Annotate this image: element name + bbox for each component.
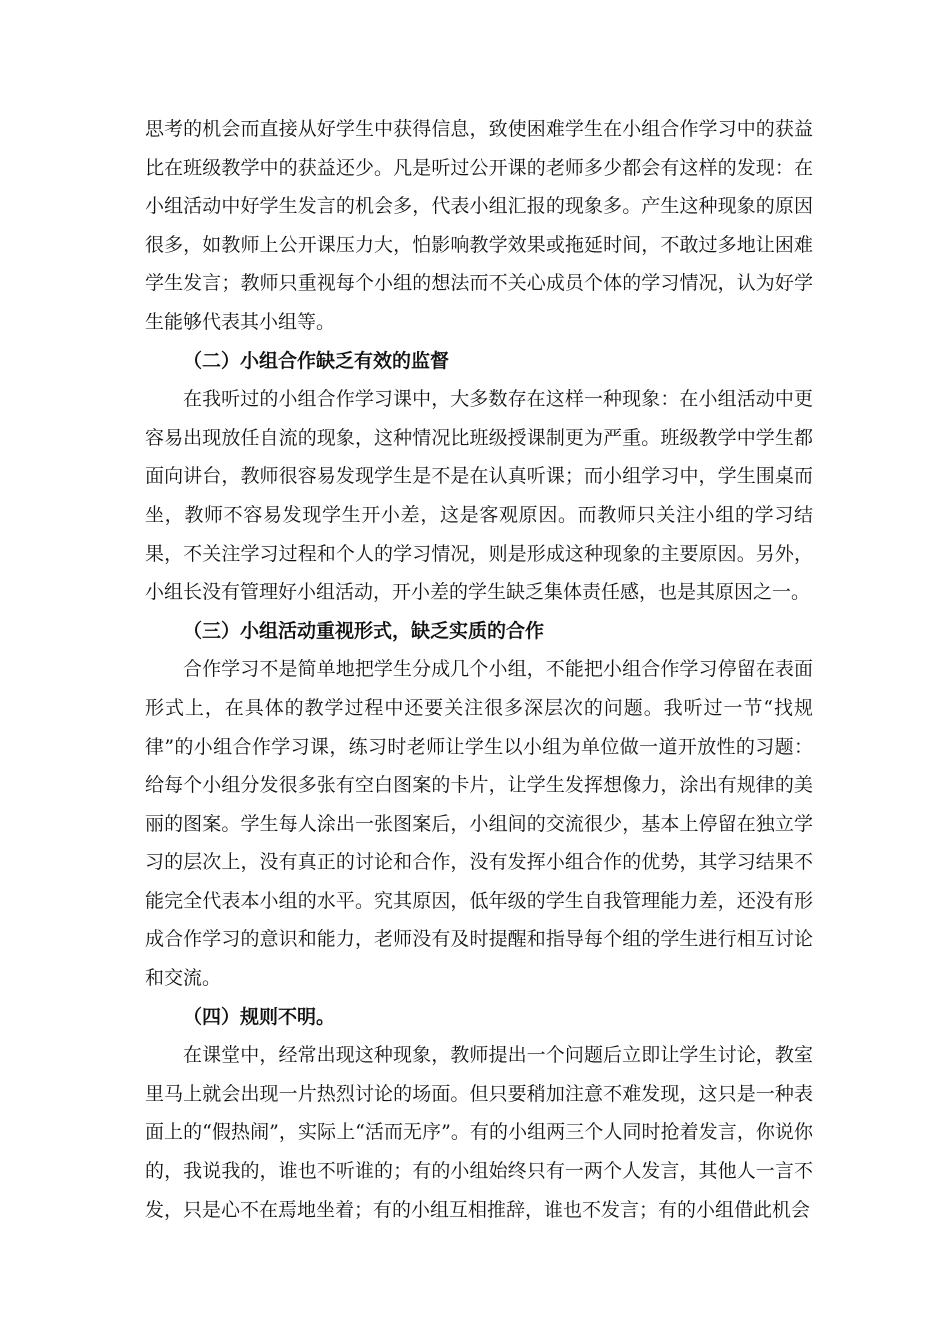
paragraph-continuation: 思考的机会而直接从好学生中获得信息，致使困难学生在小组合作学习中的获益比在班级教学中的获益还少。凡是听过公开课的老师多少都会有这样的发现：在小组活动中好学生发言的机会多，代表小组汇报的现象多。产生这种现象的原因很多，如教师上公开课压力大，怕影响教学效果或拖延时间，不敢过多地让困难学生发言；教师只重视每个小组的想法而不关心成员个体的学习情况，认为好学生能够代表其小组等。 (145, 118, 813, 333)
section-body-3: 合作学习不是简单地把学生分成几个小组，不能把小组合作学习停留在表面形式上，在具体的教学过程中还要关注很多深层次的问题。我听过一节“找规律”的小组合作学习课，练习时老师让学生以小组为单位做一道开放性的习题：给每个小组分发很多张有空白图案的卡片，让学生发挥想像力，涂出有规律的美丽的图案。学生每人涂出一张图案后，小组间的交流很少，基本上停留在独立学习的层次上，没有真正的讨论和合作，没有发挥小组合作的优势，其学习结果不能完全代表本小组的水平。究其原因，低年级的学生自我管理能力差，还没有形成合作学习的意识和能力，老师没有及时提醒和指导每个组的学生进行相互讨论和交流。 (145, 658, 813, 990)
section-heading-2: （二）小组合作缺乏有效的监督 (183, 349, 450, 372)
section-body-2: 在我听过的小组合作学习课中，大多数存在这样一种现象：在小组活动中更容易出现放任自流的现象，这种情况比班级授课制更为严重。班级教学中学生都面向讲台，教师很容易发现学生是不是在认真听课；而小组学习中，学生围桌而坐，教师不容易发现学生开小差，这是客观原因。而教师只关注小组的学习结果，不关注学习过程和个人的学习情况，则是形成这种现象的主要原因。另外，小组长没有管理好小组活动，开小差的学生缺乏集体责任感，也是其原因之一。 (145, 388, 813, 604)
document-body (145, 110, 813, 1229)
section-heading-4: （四）规则不明。 (183, 1005, 336, 1028)
section-heading-3: （三）小组活动重视形式，缺乏实质的合作 (183, 619, 545, 642)
section-body-4: 在课堂中，经常出现这种现象，教师提出一个问题后立即让学生讨论，教室里马上就会出现一片热烈讨论的场面。但只要稍加注意不难发现，这只是一种表面上的“假热闹”，实际上“活而无序”。有的小组两三个人同时抢着发言，你说你的，我说我的，谁也不听谁的；有的小组始终只有一两个人发言，其他人一言不发，只是心不在焉地坐着；有的小组互相推辞，谁也不发言；有的小组借此机会 (145, 1044, 813, 1221)
